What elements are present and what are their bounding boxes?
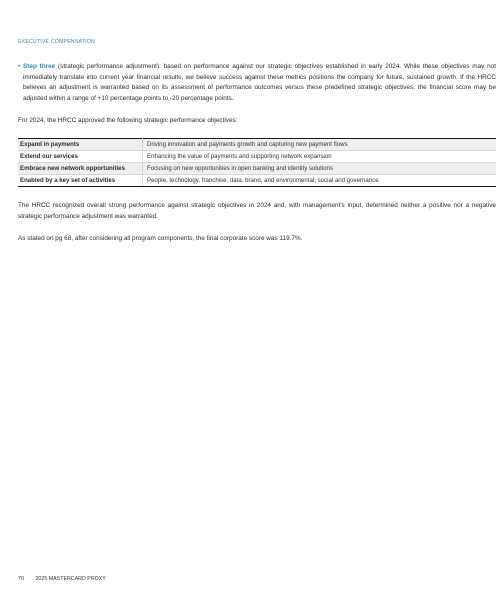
page-footer <box>18 576 106 582</box>
document-name: 2025 MASTERCARD PROXY <box>35 576 106 582</box>
objective-description: Enhancing the value of payments and supporting network expansion <box>143 151 497 163</box>
bullet-marker: • <box>18 63 21 70</box>
objective-name: Extend our services <box>18 151 143 163</box>
objectives-intro: For 2024, the HRCC approved the following strategic performance objectives: <box>18 117 238 124</box>
step-three-lead: Step three <box>23 63 56 70</box>
page-number: 70 <box>18 576 24 582</box>
objective-name: Expand in payments <box>18 139 143 151</box>
objectives-table <box>18 138 496 187</box>
objective-description: Driving innovation and payments growth and capturing new payment flows <box>143 139 497 151</box>
objective-description: People, technology, franchise, data, brand, and environmental, social and governance <box>143 175 497 187</box>
objective-name: Embrace new network opportunities <box>18 163 143 175</box>
section-label: EXECUTIVE COMPENSATION <box>18 39 95 45</box>
table-row <box>18 163 496 175</box>
objective-description: Focusing on new opportunities in open banking and identity solutions <box>143 163 497 175</box>
table-row <box>18 139 496 151</box>
final-score-paragraph: As stated on pg 68, after considering all program components, the final corporate score was 119.7%. <box>18 235 303 242</box>
step-three-body: (strategic performance adjustment): based on performance against our strategic objectives established in early 2024. While these objectives may not immediately translate into current year financial results, we believe success against these metrics positions the company for future, sustained growth. If the HRCC believes an adjustment is warranted based on its assessment of performance outcomes versus these predefined strategic objectives, the financial score may be adjusted within a range of +10 percentage points to -20 percentage points. <box>23 63 496 102</box>
step-three-text <box>23 62 496 104</box>
step-three-bullet <box>18 62 496 104</box>
objective-name: Enabled by a key set of activities <box>18 175 143 187</box>
table-row <box>18 151 496 163</box>
strategic-adjustment-paragraph: The HRCC recognized overall strong performance against strategic objectives in 2024 and, with management's input, determined neither a positive nor a negative strategic performance adjustment was warranted. <box>18 202 496 220</box>
table-row <box>18 175 496 187</box>
